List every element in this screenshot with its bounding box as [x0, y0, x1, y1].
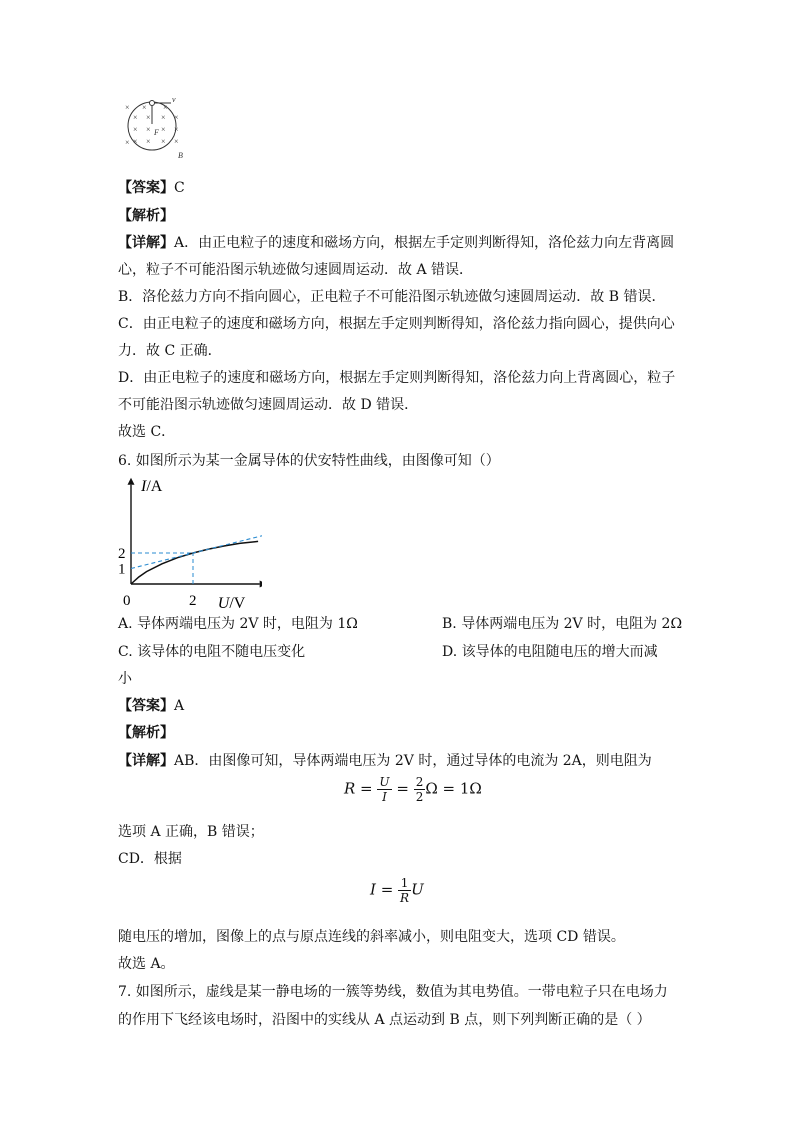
q5-conclusion: 故选 C． — [118, 424, 176, 440]
field-x-mark: × — [125, 138, 130, 147]
origin-label: 0 — [123, 593, 131, 609]
q5-detail-line-3: B．洛伦兹力方向不指向圆心，正电粒子不可能沿图示轨迹做匀速圆周运动．故 B 错误． — [118, 289, 666, 305]
q7-stem-line-2: 的作用下飞经该电场时，沿图中的实线从 A 点运动到 B 点，则下列判断正确的是（ ） — [118, 1012, 651, 1028]
q7-stem-line-1: 7. 如图所示，虚线是某一静电场的一簇等势线，数值为其电势值。一带电粒子只在电场力 — [118, 984, 668, 1000]
x-axis-label: U/V — [217, 595, 246, 610]
q6-option-b: B. 导体两端电压为 2V 时，电阻为 2Ω — [442, 616, 683, 632]
q6-detail-line-3: CD．根据 — [118, 851, 182, 867]
y-axis-arrow — [128, 478, 135, 485]
q5-detail-line-4: C．由正电粒子的速度和磁场方向，根据左手定则判断得知，洛伦兹力指向圆心，提供向心 — [118, 316, 675, 332]
force-label: F — [154, 128, 159, 137]
q5-detail-line-1: 【详解】A．由正电粒子的速度和磁场方向，根据左手定则判断得知，洛伦兹力向左背离圆 — [118, 235, 675, 251]
q5-detail-line-2: 心，粒子不可能沿图示轨迹做匀速圆周运动．故 A 错误． — [118, 262, 474, 278]
field-x-mark: × — [133, 137, 138, 146]
q5-analysis-tag: 【解析】 — [118, 208, 174, 224]
field-x-mark: × — [161, 113, 166, 122]
field-x-mark: × — [163, 103, 168, 112]
q6-option-d-cont: 小 — [118, 671, 132, 687]
iu-curve — [131, 541, 258, 584]
field-x-mark: × — [161, 137, 166, 146]
magnetic-field-figure — [122, 96, 188, 162]
q6-option-a: A. 导体两端电压为 2V 时，电阻为 1Ω — [118, 616, 358, 632]
field-x-mark: × — [125, 103, 130, 112]
field-x-mark: × — [142, 103, 147, 112]
y-axis-label: I/A — [141, 478, 163, 495]
q6-stem: 6. 如图所示为某一金属导体的伏安特性曲线，由图像可知（） — [118, 453, 500, 469]
field-x-mark: × — [146, 137, 151, 146]
q6-option-c: C. 该导体的电阻不随电压变化 — [118, 644, 306, 660]
q6-conclusion: 故选 A。 — [118, 956, 175, 972]
velocity-label: v — [172, 96, 176, 104]
q6-detail-line-4: 随电压的增加，图像上的点与原点连线的斜率减小，则电阻变大，选项 CD 错误。 — [118, 929, 625, 945]
y-tick-1: 1 — [118, 561, 126, 578]
field-x-mark: × — [133, 125, 138, 134]
q6-option-d: D. 该导体的电阻随电压的增大而减 — [442, 644, 658, 660]
current-formula: I = $\frac{1}{R}$ U — [370, 876, 424, 905]
field-x-mark: × — [161, 125, 166, 134]
q6-detail-line-2: 选项 A 正确，B 错误； — [118, 824, 264, 840]
q6-analysis-tag: 【解析】 — [118, 725, 174, 741]
field-x-mark: × — [174, 125, 179, 134]
particle — [150, 101, 155, 106]
q6-detail-line-1: 【详解】AB．由图像可知，导体两端电压为 2V 时，通过导体的电流为 2A，则电阻为 — [118, 753, 652, 769]
x-axis-arrow — [260, 581, 262, 588]
q5-answer: 【答案】C — [118, 180, 185, 196]
field-x-mark: × — [146, 113, 151, 122]
x-tick-2: 2 — [189, 593, 197, 609]
field-x-mark: × — [146, 125, 151, 134]
field-label: B — [178, 151, 183, 160]
field-x-mark: × — [174, 113, 179, 122]
iu-chart — [112, 474, 262, 610]
q5-detail-line-7: 不可能沿图示轨迹做匀速圆周运动．故 D 错误． — [118, 397, 419, 413]
q6-answer: 【答案】A — [118, 698, 185, 714]
q5-detail-line-6: D．由正电粒子的速度和磁场方向，根据左手定则判断得知，洛伦兹力向上背离圆心，粒子 — [118, 370, 676, 386]
y-tick-2: 2 — [118, 546, 126, 562]
field-x-mark: × — [133, 113, 138, 122]
q5-detail-line-5: 力．故 C 正确． — [118, 343, 222, 359]
field-x-mark: × — [174, 137, 179, 146]
resistance-formula: R = $\frac{U}{I}$ = $\frac{2}{2}$ Ω = 1Ω — [344, 775, 482, 804]
